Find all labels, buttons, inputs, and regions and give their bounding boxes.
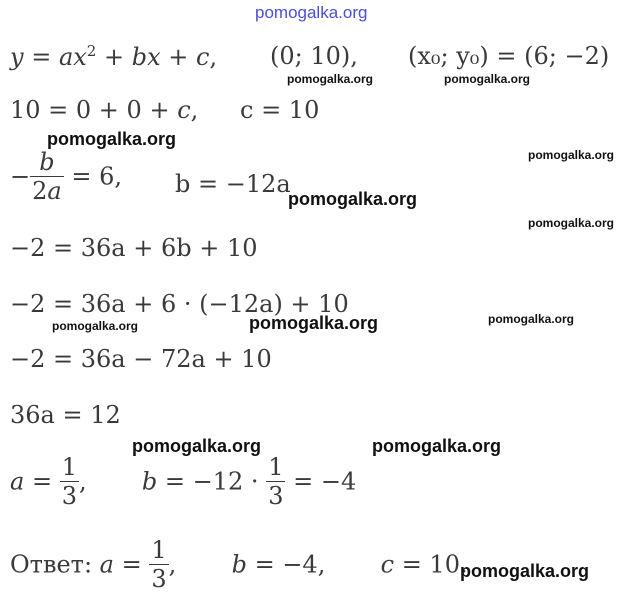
watermark: pomogalka.org <box>287 72 374 86</box>
equation-expand: −2 = 36a + 6 · (−12a) + 10 <box>10 290 349 318</box>
equation-parabola: $y = ax^2$ + bx + c, <box>10 42 218 71</box>
equation-simplify: −2 = 36a − 72a + 10 <box>10 345 272 373</box>
point-given: (0; 10), <box>270 42 358 70</box>
equation-solve-a: 36a = 12 <box>10 401 121 429</box>
result-b: b = −12a <box>175 170 291 198</box>
answer-label: Ответ: <box>10 550 93 579</box>
watermark: pomogalka.org <box>288 189 418 209</box>
watermark: pomogalka.org <box>52 319 139 333</box>
watermark: pomogalka.org <box>132 436 262 456</box>
watermark: pomogalka.org <box>444 72 531 86</box>
watermark: pomogalka.org <box>460 561 590 581</box>
watermark: pomogalka.org <box>249 313 379 333</box>
watermark: pomogalka.org <box>528 216 615 230</box>
watermark-top: pomogalka.org <box>255 3 368 22</box>
equation-substitute: −2 = 36a + 6b + 10 <box>10 234 258 262</box>
equation-vertex-x: − $\frac{b}{2a}$ = 6, <box>10 148 122 205</box>
vertex-given: (x₀; y₀) = (6; −2) <box>408 42 610 70</box>
watermark: pomogalka.org <box>488 312 575 326</box>
result-a-b: a = $\frac{1}{3}$ , b = −12 · $\frac{1}{3}$ = −4 <box>10 453 357 510</box>
watermark: pomogalka.org <box>528 148 615 162</box>
answer: Ответ: a = $\frac{1}{3}$ , b = −4, c = 10. <box>10 536 468 593</box>
watermark: pomogalka.org <box>47 129 177 149</box>
result-c: c = 10 <box>240 96 320 124</box>
watermark: pomogalka.org <box>372 436 502 456</box>
equation-c: 10 = 0 + 0 + c, <box>10 96 199 124</box>
